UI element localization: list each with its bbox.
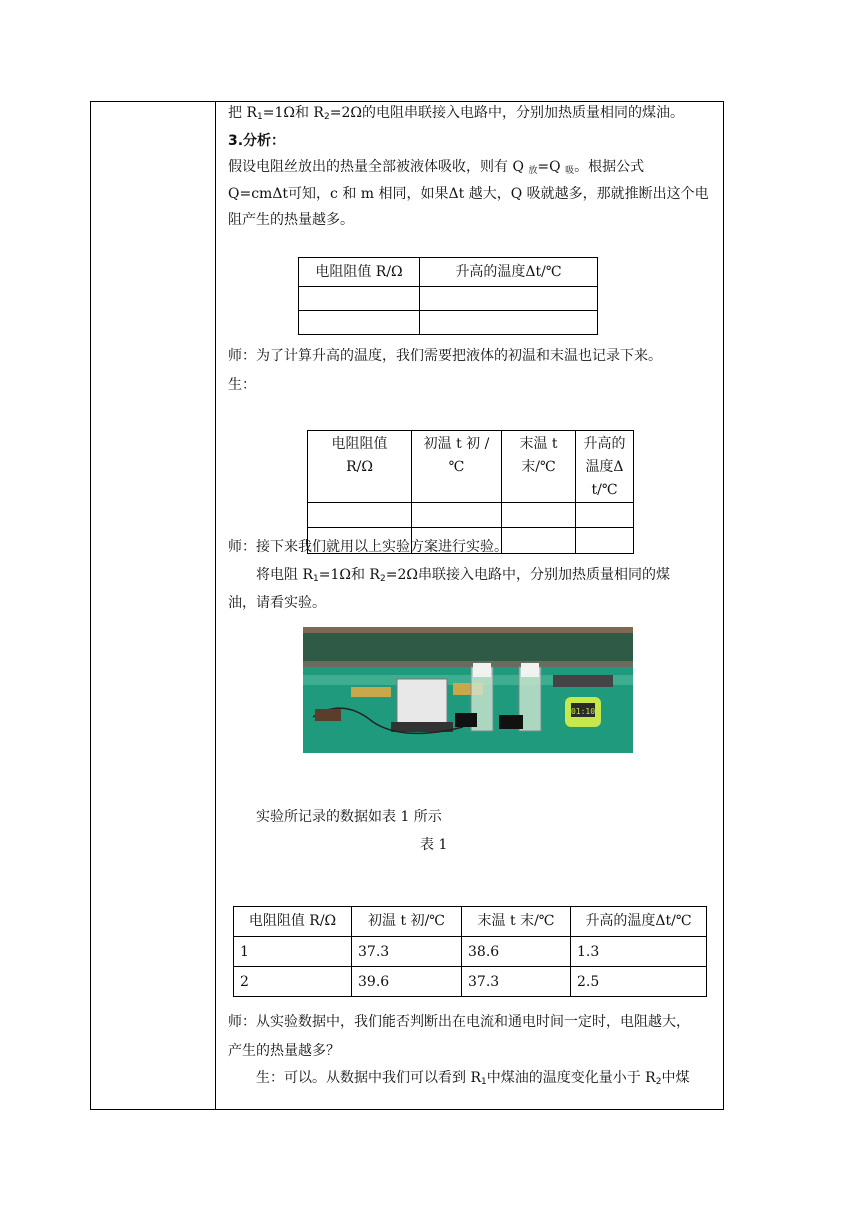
table-header: 初温 t 初 /℃: [412, 431, 502, 503]
experiment-photo: [303, 627, 633, 753]
table-cell: [299, 311, 420, 335]
table-cell: 2.5: [571, 967, 707, 997]
table-caption: 表 1: [420, 837, 448, 853]
table-cell: 39.6: [352, 967, 462, 997]
table-header: 初温 t 初/℃: [352, 907, 462, 937]
table-a: [298, 257, 598, 335]
text-line-assumption: [228, 157, 644, 181]
text-line-conclusion: 阻产生的热量越多。: [228, 212, 354, 228]
text-segment: 假设电阻丝放出的热量全部被液体吸收，则有 Q: [228, 159, 529, 175]
table-cell: 1.3: [571, 937, 707, 967]
text-line-watch: 油，请看实验。: [228, 595, 326, 611]
table-header: 电阻阻值 R/Ω: [308, 431, 412, 503]
table-cell: 37.3: [462, 967, 571, 997]
table-header: 末温 t 末/℃: [502, 431, 576, 503]
table-cell: [308, 503, 412, 528]
subscript: 1: [257, 112, 263, 122]
student-line-2: [256, 1068, 689, 1092]
table-cell: [576, 528, 634, 554]
text-line-data-intro: 实验所记录的数据如表 1 所示: [256, 809, 442, 825]
subscript: 2: [655, 1077, 662, 1087]
text-segment: =2Ω的电阻串联接入电路中，分别加热质量相同的煤油。: [329, 105, 684, 121]
table-cell: [299, 287, 420, 311]
table-cell: 2: [234, 967, 352, 997]
table-cell: [420, 311, 598, 335]
table-header: 升高的温度Δt/℃: [420, 258, 598, 287]
student-line-1: 生：: [228, 377, 256, 393]
text-segment: 中煤: [661, 1070, 690, 1086]
subscript: 1: [313, 574, 319, 584]
text-segment: =1Ω和 R: [262, 105, 324, 121]
text-segment: 。根据公式: [574, 159, 645, 175]
table-header: 升高的温度Δt/℃: [571, 907, 707, 937]
text-line-experiment: [256, 565, 670, 589]
text-segment: =Q: [537, 159, 566, 175]
table-cell: [420, 287, 598, 311]
text-segment: =2Ω串联接入电路中，分别加热质量相同的煤: [385, 567, 670, 583]
table-cell: [576, 503, 634, 528]
table-1: [233, 906, 707, 997]
text-segment: 将电阻 R: [256, 567, 313, 583]
table-cell: 37.3: [352, 937, 462, 967]
text-line-formula: Q=cmΔt可知，c 和 m 相同，如果Δt 越大，Q 吸就越多，那就推断出这个电: [228, 186, 709, 202]
text-line-circuit: [228, 103, 684, 127]
subscript: 1: [481, 1077, 487, 1087]
table-header: 末温 t 末/℃: [462, 907, 571, 937]
table-cell: 1: [234, 937, 352, 967]
subscript: 2: [323, 112, 330, 122]
table-header: 电阻阻值 R/Ω: [234, 907, 352, 937]
table-header: 升高的温度Δ t/℃: [576, 431, 634, 503]
table-cell: [502, 503, 576, 528]
analysis-heading: 3.分析：: [228, 133, 286, 149]
table-cell: 38.6: [462, 937, 571, 967]
subscript: 2: [379, 574, 386, 584]
timer-display: 01:10: [570, 707, 596, 716]
table-cell: [502, 528, 576, 554]
text-segment: =1Ω和 R: [318, 567, 380, 583]
text-segment: 中煤油的温度变化量小于 R: [486, 1070, 656, 1086]
teacher-line-3: 师：从实验数据中，我们能否判断出在电流和通电时间一定时，电阻越大，: [228, 1014, 690, 1030]
text-line-question: 产生的热量越多？: [228, 1043, 340, 1059]
subscript: 放: [528, 166, 538, 176]
left-column: [91, 102, 216, 1109]
teacher-line-2: 师：接下来我们就用以上实验方案进行实验。: [228, 539, 508, 555]
text-segment: 生：可以。从数据中我们可以看到 R: [256, 1070, 481, 1086]
table-cell: [412, 503, 502, 528]
teacher-line-1: 师：为了计算升高的温度，我们需要把液体的初温和末温也记录下来。: [228, 348, 662, 364]
table-header: 电阻阻值 R/Ω: [299, 258, 420, 287]
subscript: 吸: [565, 166, 575, 176]
text-segment: 把 R: [228, 105, 257, 121]
table-b: [307, 430, 634, 554]
